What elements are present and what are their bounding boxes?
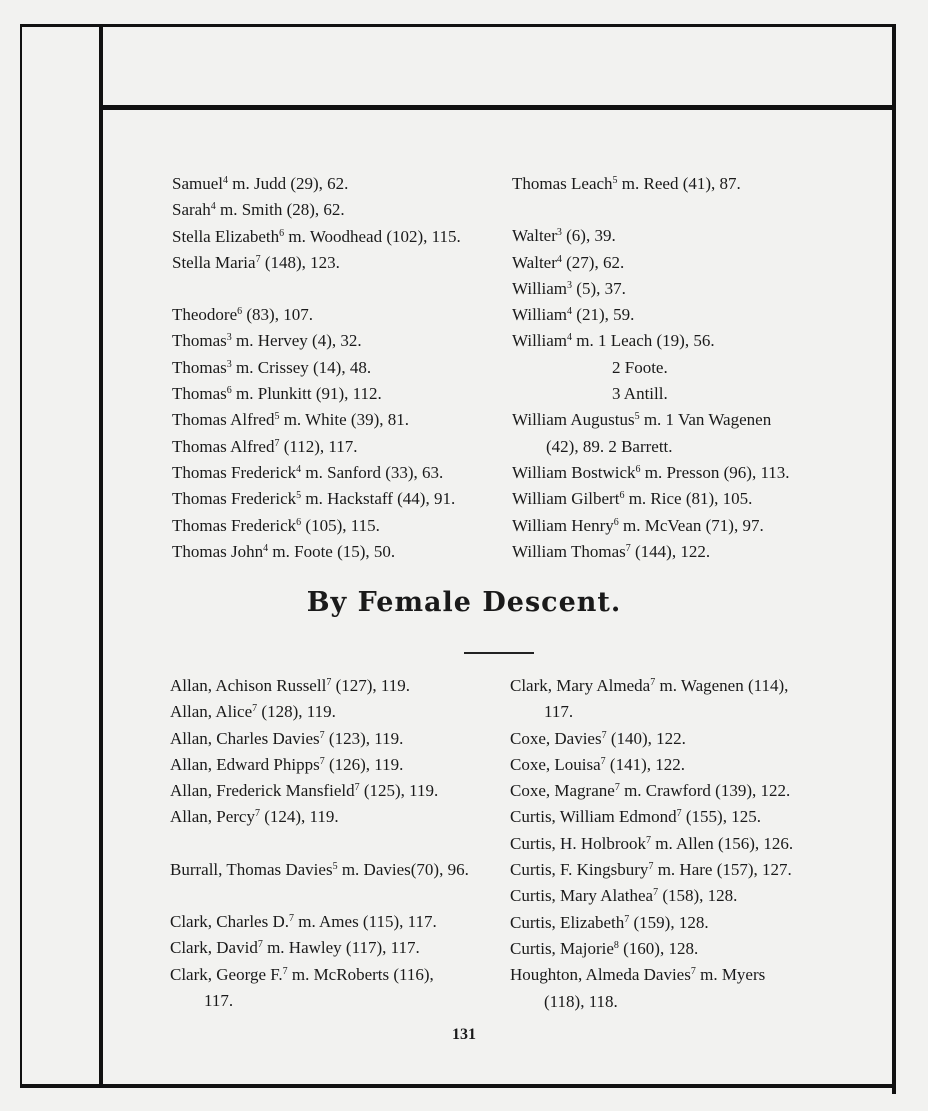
entry-reference: m. Sanford (33), 63. [301, 462, 444, 482]
index-entry [172, 355, 461, 381]
entry-name: Sarah [172, 200, 211, 220]
index-entry [172, 250, 461, 276]
entry-name: Clark, David [170, 938, 258, 958]
entry-name: William Augustus [512, 410, 635, 430]
generation-number: 4 [567, 332, 573, 344]
index-entry [510, 831, 793, 857]
entry-reference: m. McRoberts (116), [287, 964, 434, 984]
entry-reference: m. Hackstaff (44), 91. [301, 489, 456, 509]
generation-number: 3 [226, 358, 232, 370]
entry-name: Clark, George F. [170, 964, 283, 984]
entry-reference: m. Judd (29), 62. [228, 174, 349, 193]
entry-reference: m. Presson (96), 113. [640, 462, 790, 482]
index-entry [172, 434, 461, 460]
index-entry [172, 302, 461, 328]
entry-reference: (21), 59. [572, 305, 635, 325]
generation-number: 5 [332, 860, 338, 872]
entry-name: Thomas Frederick [172, 515, 297, 535]
index-entry [512, 302, 790, 328]
generation-number: 7 [274, 437, 280, 449]
entry-reference: (155), 125. [681, 807, 761, 827]
entry-reference: m. Rice (81), 105. [624, 489, 753, 509]
generation-number: 6 [296, 516, 302, 528]
generation-number: 6 [279, 227, 285, 239]
entry-reference: (128), 119. [257, 702, 336, 722]
entry-name: Thomas [172, 384, 227, 404]
entry-name: Thomas John [172, 541, 264, 561]
index-entry [512, 250, 790, 276]
entry-name: Allan, Alice [170, 702, 253, 722]
index-entry [170, 804, 469, 830]
entry-reference: m. Foote (15), 50. [268, 541, 396, 561]
generation-number: 7 [319, 729, 325, 741]
generation-number: 6 [619, 490, 625, 502]
generation-number: 7 [282, 965, 288, 977]
entry-reference: (124), 119. [259, 807, 339, 827]
entry-name: Stella Maria [172, 252, 256, 272]
entry-reference: (125), 119. [359, 781, 439, 801]
index-entry [170, 673, 469, 699]
generation-number: 7 [601, 729, 607, 741]
entry-reference: (126), 119. [324, 754, 404, 774]
entry-name: William [512, 278, 568, 298]
entry-reference: (141), 122. [605, 754, 685, 774]
generation-number: 7 [326, 677, 332, 688]
frame-top-border [20, 24, 896, 27]
index-entry [510, 857, 793, 883]
entry-name: Walter [512, 226, 557, 246]
entry-reference: (140), 122. [606, 728, 686, 748]
generation-number: 6 [635, 463, 641, 475]
index-entry [172, 381, 461, 407]
index-entry [170, 726, 469, 752]
entry-name: Curtis, Elizabeth [510, 912, 625, 932]
index-entry [172, 197, 461, 223]
index-entry [510, 936, 793, 962]
generation-number: 7 [625, 542, 631, 554]
generation-number: 7 [252, 703, 258, 715]
entry-reference: m. 1 Van Wagenen [639, 410, 772, 430]
index-entry-continuation: (42), 89. 2 Barrett. [546, 436, 673, 456]
generation-number: 5 [274, 411, 280, 423]
index-entry [510, 752, 793, 778]
entry-name: Coxe, Magrane [510, 781, 615, 801]
generation-number: 6 [226, 385, 232, 397]
generation-number: 3 [556, 227, 562, 239]
generation-number: 3 [226, 332, 232, 344]
frame-header-rule [101, 105, 896, 110]
entry-reference: m. Reed (41), 87. [617, 174, 741, 193]
generation-number: 7 [288, 913, 294, 925]
entry-name: Thomas [172, 357, 227, 377]
entry-name: Allan, Achison Russell [170, 676, 327, 695]
index-entry [512, 486, 790, 512]
index-entry-continuation: 117. [544, 702, 574, 722]
index-entry-continuation: (118), 118. [544, 991, 618, 1011]
index-entry [170, 699, 469, 725]
top-right-column [512, 171, 790, 565]
entry-name: Thomas Leach [512, 174, 613, 193]
generation-number: 3 [567, 279, 573, 291]
index-entry [172, 328, 461, 354]
entry-reference: (105), 115. [301, 515, 380, 535]
index-subentry: 2 Foote. [612, 357, 668, 377]
index-entry [172, 224, 461, 250]
index-entry [172, 171, 461, 197]
entry-name: Thomas Frederick [172, 462, 297, 482]
index-entry [512, 328, 790, 354]
entry-name: Burrall, Thomas Davies [170, 859, 333, 879]
index-entry [170, 909, 469, 935]
entry-name: Thomas Alfred [172, 436, 275, 456]
entry-reference: m. Ames (115), 117. [293, 912, 437, 932]
entry-name: Clark, Mary Almeda [510, 676, 651, 695]
index-entry [172, 407, 461, 433]
index-entry [510, 883, 793, 909]
index-subentry: 3 Antill. [612, 384, 668, 404]
entry-name: Curtis, William Edmond [510, 807, 677, 827]
generation-number: 4 [296, 463, 302, 475]
generation-number: 4 [263, 542, 269, 554]
index-entry-continuation: 117. [204, 990, 234, 1010]
entry-reference: m. Davies(70), 96. [337, 859, 469, 879]
generation-number: 7 [648, 861, 654, 873]
generation-number: 7 [600, 755, 606, 767]
generation-number: 7 [676, 808, 682, 820]
generation-number: 7 [653, 887, 659, 899]
index-entry [172, 486, 461, 512]
index-entry [172, 460, 461, 486]
section-heading: By Female Descent. [306, 587, 622, 618]
entry-reference: m. Smith (28), 62. [215, 200, 345, 220]
entry-name: Stella Elizabeth [172, 226, 280, 246]
entry-reference: m. Hervey (4), 32. [231, 331, 362, 351]
entry-reference: (148), 123. [260, 252, 340, 272]
index-entry [510, 673, 793, 699]
entry-name: Walter [512, 252, 557, 272]
entry-reference: (83), 107. [242, 305, 313, 325]
entry-reference: m. Hare (157), 127. [653, 860, 792, 880]
entry-reference: (5), 37. [572, 278, 626, 298]
entry-name: Curtis, Mary Alathea [510, 886, 654, 906]
generation-number: 6 [237, 306, 243, 318]
frame-left-inner-border [99, 24, 103, 1088]
entry-reference: (112), 117. [279, 436, 358, 456]
index-entry [512, 171, 790, 197]
index-entry [512, 460, 790, 486]
generation-number: 4 [567, 306, 573, 318]
entry-name: William Bostwick [512, 462, 636, 482]
index-entry [512, 407, 790, 433]
generation-number: 7 [257, 939, 263, 951]
entry-reference: m. Woodhead (102), 115. [284, 226, 461, 246]
bottom-left-column [170, 673, 469, 1014]
generation-number: 5 [612, 175, 618, 186]
entry-name: Curtis, H. Holbrook [510, 833, 646, 853]
page-number: 131 [452, 1026, 476, 1043]
entry-name: William Gilbert [512, 489, 620, 509]
index-entry [170, 778, 469, 804]
index-entry [512, 513, 790, 539]
spacer [170, 831, 469, 857]
generation-number: 4 [223, 175, 228, 186]
entry-name: William Henry [512, 515, 614, 535]
index-entry [510, 778, 793, 804]
generation-number: 7 [650, 677, 656, 688]
entry-name: William Thomas [512, 541, 626, 561]
index-entry [510, 910, 793, 936]
entry-name: William [512, 305, 568, 325]
index-entry [510, 804, 793, 830]
index-entry [510, 726, 793, 752]
entry-reference: m. Wagenen (114), [655, 676, 789, 695]
top-left-column [172, 171, 461, 565]
entry-reference: m. Plunkitt (91), 112. [231, 384, 382, 404]
entry-name: Clark, Charles D. [170, 912, 289, 932]
entry-name: Curtis, Majorie [510, 938, 614, 958]
index-entry [170, 752, 469, 778]
entry-reference: (158), 128. [658, 886, 738, 906]
index-entry [172, 539, 461, 565]
entry-name: Allan, Frederick Mansfield [170, 781, 355, 801]
generation-number: 7 [354, 782, 360, 794]
entry-reference: (127), 119. [331, 676, 411, 695]
entry-name: Thomas Alfred [172, 410, 275, 430]
entry-name: Thomas [172, 331, 227, 351]
frame-bottom-border [20, 1084, 896, 1088]
generation-number: 7 [690, 966, 696, 978]
generation-number: 7 [646, 834, 651, 846]
entry-reference: (27), 62. [561, 252, 625, 272]
frame-right-border [892, 24, 896, 1094]
frame-left-outer-border [20, 24, 22, 1088]
entry-reference: m. 1 Leach (19), 56. [572, 331, 715, 351]
index-entry [512, 276, 790, 302]
entry-name: William [512, 331, 568, 351]
entry-name: Coxe, Davies [510, 728, 602, 748]
generation-number: 7 [319, 755, 325, 767]
entry-reference: (159), 128. [629, 912, 709, 932]
generation-number: 7 [254, 808, 260, 820]
index-entry [510, 962, 793, 988]
entry-reference: m. Crawford (139), 122. [619, 781, 791, 801]
entry-name: Allan, Percy [170, 807, 255, 827]
generation-number: 4 [556, 253, 562, 265]
generation-number: 8 [613, 939, 619, 951]
entry-name: Samuel [172, 174, 223, 193]
entry-reference: m. Crissey (14), 48. [231, 357, 372, 377]
generation-number: 7 [624, 913, 630, 925]
generation-number: 7 [614, 782, 620, 794]
index-entry [170, 935, 469, 961]
entry-name: Theodore [172, 305, 238, 325]
generation-number: 4 [210, 201, 216, 213]
spacer [512, 197, 790, 223]
entry-reference: (160), 128. [618, 938, 699, 958]
generation-number: 5 [296, 490, 302, 502]
entry-name: Curtis, F. Kingsbury [510, 860, 649, 880]
heading-rule [464, 652, 534, 654]
entry-reference: (123), 119. [324, 728, 404, 748]
entry-name: Allan, Charles Davies [170, 728, 320, 748]
entry-reference: m. Allen (156), 126. [651, 833, 794, 853]
entry-name: Coxe, Louisa [510, 754, 601, 774]
spacer [172, 276, 461, 302]
entry-reference: (144), 122. [630, 541, 711, 561]
entry-reference: m. White (39), 81. [279, 410, 409, 430]
index-entry [170, 857, 469, 883]
bottom-right-column [510, 673, 793, 1015]
index-entry [172, 513, 461, 539]
entry-reference: m. McVean (71), 97. [618, 515, 764, 535]
entry-reference: (6), 39. [561, 226, 616, 246]
index-entry [170, 962, 469, 988]
generation-number: 5 [634, 411, 640, 423]
generation-number: 7 [255, 253, 261, 265]
entry-reference: m. Myers [695, 965, 766, 985]
entry-name: Allan, Edward Phipps [170, 754, 320, 774]
spacer [170, 883, 469, 909]
entry-reference: m. Hawley (117), 117. [262, 938, 420, 958]
entry-name: Thomas Frederick [172, 489, 297, 509]
entry-name: Houghton, Almeda Davies [510, 965, 691, 985]
generation-number: 6 [613, 516, 619, 528]
index-entry [512, 539, 790, 565]
index-entry [512, 223, 790, 249]
